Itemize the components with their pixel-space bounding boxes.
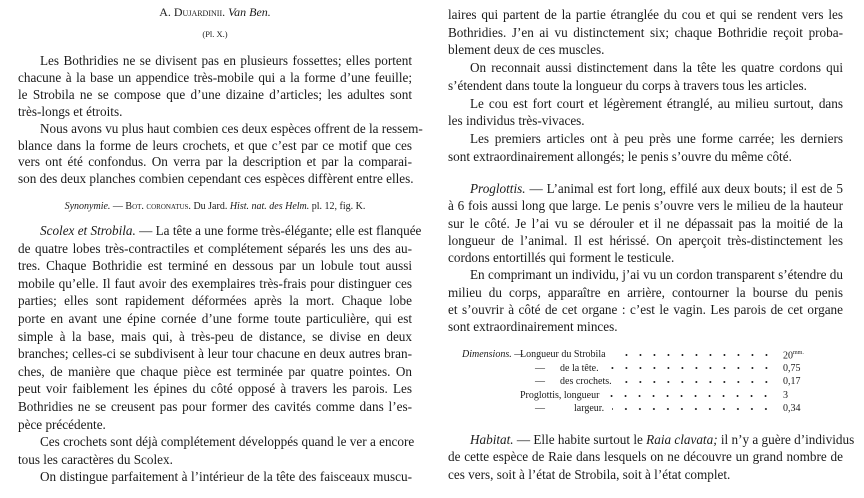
- paragraph: [448, 180, 843, 266]
- paragraph-group: [18, 53, 423, 188]
- text-run: pl. 12, fig. K.: [309, 201, 366, 212]
- text-line: Ces crochets sont déjà complétement développés quand le ver a encore: [40, 434, 415, 450]
- paragraph-group: [448, 6, 843, 165]
- text-run: il n’y a guère d’individus: [717, 432, 855, 447]
- text-line: pèce précédente.: [18, 416, 106, 432]
- dot-leader: [612, 406, 773, 412]
- text-line: et s’ouvrir à côté de cet organe : c’est le vagin. Les parois de cet organe: [448, 302, 843, 318]
- italic-run: Raia clavata;: [646, 432, 718, 447]
- text-line: de cette espèce de Raie dans lesquels on ne découvre un grand nombre de: [448, 449, 843, 465]
- text-line: En comprimant un individu, j’ai vu un cordon transparent s’étendre du: [470, 267, 843, 283]
- italic-run: Hist. nat. des Helm.: [229, 201, 310, 212]
- text-line: porte en avant une épine cornée d’une forme toute particulière, qui est: [18, 310, 412, 326]
- synonymy-line: [18, 199, 412, 215]
- text-line: branches; celles-ci se subdivisent à leur tour chacune en deux autres bran-: [18, 346, 412, 362]
- text-line: de quatre lobes très-contractiles et complétement séparés les uns des au-: [18, 240, 412, 256]
- running-head: [18, 4, 412, 21]
- text-line: Le cou est fort court et légèrement étranglé, au milieu surtout, dans: [470, 95, 843, 111]
- italic-run: Synonymie.: [64, 201, 111, 212]
- measure-number: 0,75: [783, 362, 801, 374]
- measure-value: [783, 402, 843, 416]
- paragraph-group: [448, 180, 843, 336]
- text-line: On reconnait aussi distinctement dans la tête les quatre cordons qui: [470, 60, 843, 76]
- paragraph: [448, 59, 843, 94]
- text-line: sont extraordinairement minces.: [448, 319, 618, 335]
- text-line: [18, 27, 412, 41]
- italic-run: Proglottis.: [470, 181, 526, 196]
- text-run: (Pl. X.): [202, 29, 228, 39]
- italic-run: Van Ben.: [228, 5, 271, 19]
- measure-number: 20: [783, 350, 793, 362]
- text-run: — L’animal est fort long, effilé aux deux bouts; il est de 5: [525, 181, 843, 196]
- paragraph-group: [448, 431, 855, 483]
- text-line: Bothridies. J’en ai vu distinctement six; chaque Bothridie reçoit proba-: [448, 24, 843, 40]
- text-line: milieu du corps, apparaître en arrière, contourner la bourse du penis: [448, 284, 843, 300]
- text-line: On distingue parfaitement à l’intérieur de la tête des faisceaux muscu-: [40, 469, 412, 485]
- text-line: Les Bothridies ne se divisent pas en plusieurs fossettes; elles portent: [40, 53, 412, 68]
- ditto-dash: —: [535, 362, 545, 374]
- measure-value: [783, 347, 843, 363]
- paragraph: [448, 266, 843, 335]
- dot-leader: [614, 352, 773, 358]
- dimensions-label: Dimensions. —: [462, 349, 524, 360]
- text-line: le Strobila ne se compose que d’une dizaine d’articles; les adultes sont: [18, 86, 412, 102]
- paragraph: [448, 431, 855, 483]
- small-caps-run: Bot. coronatus.: [125, 201, 191, 212]
- paragraph: [18, 222, 422, 433]
- dimensions-row: [448, 362, 843, 376]
- text-line: chacune à la base un appendice très-mobile qui a la forme d’une feuille;: [18, 69, 412, 85]
- dimensions-row: [448, 348, 843, 362]
- measure-number: 0,17: [783, 376, 801, 388]
- text-line: parties; elles sont rapidement déformées après la mort. Chaque lobe: [18, 293, 412, 309]
- ditto-dash: —: [535, 376, 545, 388]
- paragraph: [18, 120, 423, 189]
- text-line: s’étendent dans toute la longueur du corps à travers tous les articles.: [448, 77, 807, 93]
- paragraph: [448, 95, 843, 130]
- text-line: blement deux de ces muscles.: [448, 42, 605, 58]
- measure-label: de la tête.: [560, 362, 599, 374]
- measure-value: [783, 389, 843, 403]
- text-line: très-longs et étroits.: [18, 103, 123, 119]
- text-run: — La tête a une forme très-élégante; elle est flanquée: [135, 223, 422, 238]
- paragraph-group: [18, 222, 422, 486]
- text-line: blance dans la forme de leurs crochets, et que c’est par ce motif que ces: [18, 137, 412, 153]
- text-line: [448, 431, 855, 448]
- text-line: simple à la base, mais qui, à très-peu de distance, se divise en deux: [18, 328, 412, 344]
- text-line: Nous avons vu plus haut combien ces deux espèces offrent de la ressem-: [40, 120, 423, 136]
- ditto-dash: —: [535, 403, 545, 415]
- plate-reference: [18, 27, 412, 41]
- text-line: ces vers, soit à l’état de Strobila, soit à l’état complet.: [448, 466, 731, 482]
- text-line: cordons entortillés qui forment le testicule.: [448, 250, 675, 266]
- text-line: mobile qu’elle. Il faut avoir des exemplaires très-frais pour distinguer ces: [18, 275, 412, 291]
- text-line: sont extraordinairement allongés; le penis s’ouvre du même côté.: [448, 148, 792, 164]
- text-line: [18, 4, 412, 21]
- text-line: ches, de manière que chaque pièce est terminée par quatre pointes. On: [18, 363, 412, 379]
- text-line: Bothridies ne se creusent pas pour former des cavités comme dans l’es-: [18, 398, 412, 414]
- text-line: tres. Chaque Bothridie est terminé en dessous par un lobule tout aussi: [18, 258, 412, 274]
- paragraph: [18, 53, 412, 121]
- text-line: peut voir faiblement les épines du côté opposé à travers les parois. Les: [18, 381, 412, 397]
- dimensions-table: [448, 348, 843, 416]
- dimensions-row: [448, 402, 843, 416]
- measure-label: largeur.: [574, 403, 605, 415]
- measure-label: Longueur du Strobila: [520, 349, 606, 360]
- text-line: son des deux planches combien cependant ces espèces diffèrent entre elles.: [18, 171, 414, 187]
- paragraph: [448, 130, 843, 165]
- italic-run: Scolex et Strobila.: [40, 223, 136, 238]
- dimensions-row: [448, 375, 843, 389]
- text-line: longueur de l’animal. Il est hérissé. On aperçoit très-distinctement les: [448, 232, 843, 248]
- measure-unit: mm.: [793, 349, 804, 356]
- text-line: sur le côté. Je l’ai vu se dérouler et il ne dépassait pas la moitié de la: [448, 215, 843, 231]
- measure-value: [783, 362, 843, 376]
- dimensions-row: [448, 389, 843, 403]
- text-line: Les premiers articles ont à peu près une forme carrée; les derniers: [470, 130, 843, 146]
- text-line: laires qui partent de la partie étranglée du cou et qui se rendent vers les: [448, 7, 843, 22]
- paragraph: [18, 468, 412, 486]
- measure-label: Proglottis, longueur: [520, 389, 600, 401]
- text-run: Du Jard.: [190, 201, 230, 212]
- small-caps-run: A. Dujardinii.: [159, 5, 229, 19]
- italic-run: Habitat.: [470, 432, 514, 447]
- measure-number: 3: [783, 389, 788, 401]
- text-line: les individus très-vivaces.: [448, 113, 585, 129]
- measure-label: des crochets.: [560, 376, 612, 388]
- text-run: — Elle habite surtout le: [513, 432, 647, 447]
- paragraph: [18, 433, 415, 468]
- paragraph: [448, 6, 843, 59]
- text-line: [448, 180, 843, 197]
- text-line: tous les caractères du Scolex.: [18, 451, 173, 467]
- text-run: —: [110, 201, 126, 212]
- measure-number: 0,34: [783, 403, 801, 415]
- text-line: à 6 fois aussi long que large. Le penis s’ouvre vers le milieu de la hauteur: [448, 198, 843, 214]
- dot-leader: [620, 379, 773, 385]
- text-line: [18, 222, 422, 240]
- text-line: [18, 199, 412, 215]
- dot-leader: [607, 365, 773, 371]
- text-line: vers ont été confondus. On verra par la description et par la comparai-: [18, 154, 412, 170]
- dot-leader: [607, 393, 773, 399]
- measure-value: [783, 375, 843, 389]
